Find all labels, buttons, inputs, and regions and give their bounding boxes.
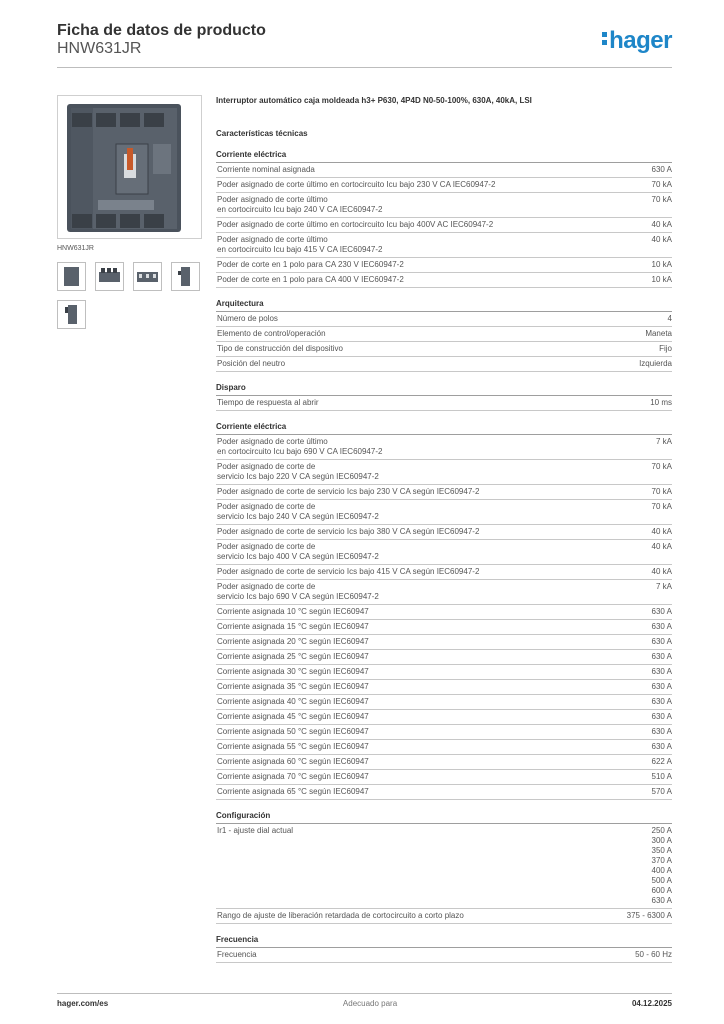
spec-value <box>648 437 672 457</box>
spec-value-line: Fijo <box>659 344 672 353</box>
spec-label <box>217 437 648 457</box>
spec-label <box>217 502 644 522</box>
spec-value <box>644 527 672 537</box>
spec-label-line: Corriente asignada 15 °C según IEC60947 <box>217 622 369 631</box>
spec-label-line: Poder asignado de corte último en cortocircuito Icu bajo 400V AC IEC60947-2 <box>217 220 494 229</box>
spec-label-line: Poder asignado de corte de <box>217 502 316 511</box>
footer-date: 04.12.2025 <box>631 999 672 1008</box>
spec-label-line: Poder asignado de corte de servicio Ics bajo 230 V CA según IEC60947-2 <box>217 487 480 496</box>
spec-label-line: Corriente asignada 50 °C según IEC60947 <box>217 727 369 736</box>
spec-value <box>644 567 672 577</box>
spec-value-line: 50 - 60 Hz <box>635 950 672 959</box>
spec-row <box>216 725 672 740</box>
spec-row <box>216 178 672 193</box>
spec-value <box>644 757 672 767</box>
spec-group <box>216 150 672 288</box>
image-caption: HNW631JR <box>57 245 94 252</box>
footer-website[interactable]: hager.com/es <box>57 999 109 1008</box>
spec-value-line: 40 kA <box>651 235 672 244</box>
spec-row <box>216 500 672 525</box>
spec-label <box>217 235 644 255</box>
spec-value-line: 630 A <box>651 742 672 751</box>
spec-value-line: 630 A <box>651 697 672 706</box>
spec-label-line: Poder asignado de corte último en cortocircuito Icu bajo 230 V CA IEC60947-2 <box>217 180 496 189</box>
spec-value-line: 375 - 6300 A <box>626 911 672 920</box>
spec-label-line: Corriente asignada 10 °C según IEC60947 <box>217 607 369 616</box>
spec-label <box>217 359 631 369</box>
spec-label-line: servicio Ics bajo 690 V CA según IEC60947-2 <box>217 592 379 601</box>
spec-value <box>644 235 672 255</box>
spec-label-line: Poder asignado de corte último <box>217 195 328 204</box>
spec-value <box>644 502 672 522</box>
spec-value <box>631 359 672 369</box>
group-title: Corriente eléctrica <box>216 150 672 163</box>
spec-value-line: 630 A <box>651 682 672 691</box>
spec-label <box>217 727 644 737</box>
spec-label <box>217 165 644 175</box>
spec-value-line: 7 kA <box>655 582 672 591</box>
spec-row <box>216 218 672 233</box>
hager-logo <box>602 28 672 54</box>
spec-row <box>216 650 672 665</box>
spec-value-line: 70 kA <box>651 487 672 496</box>
spec-value <box>644 727 672 737</box>
group-title: Disparo <box>216 383 672 396</box>
spec-value-line: 630 A <box>651 607 672 616</box>
spec-label <box>217 527 644 537</box>
spec-label <box>217 667 644 677</box>
spec-value <box>644 607 672 617</box>
spec-value <box>644 826 672 906</box>
spec-groups <box>216 150 672 963</box>
spec-value <box>644 195 672 215</box>
spec-label-line: Corriente asignada 70 °C según IEC60947 <box>217 772 369 781</box>
spec-row <box>216 540 672 565</box>
spec-label-line: en cortocircuito Icu bajo 690 V CA IEC60947-2 <box>217 447 383 456</box>
spec-value <box>644 652 672 662</box>
spec-label-line: Corriente asignada 25 °C según IEC60947 <box>217 652 369 661</box>
spec-value <box>644 260 672 270</box>
spec-row <box>216 357 672 372</box>
spec-row <box>216 620 672 635</box>
spec-label <box>217 911 619 921</box>
spec-value-line: 70 kA <box>651 502 672 511</box>
spec-value-line: 350 A <box>651 846 672 855</box>
spec-label <box>217 772 644 782</box>
spec-value <box>644 165 672 175</box>
spec-label-line: Corriente asignada 65 °C según IEC60947 <box>217 787 369 796</box>
spec-label-line: Poder de corte en 1 polo para CA 400 V IEC60947-2 <box>217 275 404 284</box>
spec-label-line: Poder asignado de corte de servicio Ics bajo 415 V CA según IEC60947-2 <box>217 567 480 576</box>
spec-label-line: Corriente asignada 45 °C según IEC60947 <box>217 712 369 721</box>
spec-row <box>216 755 672 770</box>
spec-row <box>216 342 672 357</box>
spec-value <box>644 712 672 722</box>
product-images <box>57 95 202 329</box>
spec-label <box>217 607 644 617</box>
spec-value-line: 4 <box>667 314 672 323</box>
spec-value-line: 570 A <box>651 787 672 796</box>
spec-label-line: Corriente asignada 35 °C según IEC60947 <box>217 682 369 691</box>
spec-row <box>216 948 672 963</box>
spec-label <box>217 682 644 692</box>
spec-row <box>216 327 672 342</box>
spec-row <box>216 396 672 411</box>
spec-value-line: 7 kA <box>655 437 672 446</box>
spec-group <box>216 422 672 800</box>
spec-value-line: 630 A <box>651 667 672 676</box>
spec-value-line: 630 A <box>651 652 672 661</box>
spec-row <box>216 273 672 288</box>
spec-row <box>216 435 672 460</box>
spec-value-line: 70 kA <box>651 180 672 189</box>
spec-value-line: 300 A <box>651 836 672 845</box>
spec-value <box>644 220 672 230</box>
group-title: Corriente eléctrica <box>216 422 672 435</box>
spec-value-line: 600 A <box>651 886 672 895</box>
spec-value <box>642 398 672 408</box>
spec-label-line: Corriente asignada 20 °C según IEC60947 <box>217 637 369 646</box>
spec-row <box>216 460 672 485</box>
spec-value <box>619 911 672 921</box>
spec-value <box>644 622 672 632</box>
spec-label <box>217 329 637 339</box>
spec-label <box>217 344 651 354</box>
spec-value <box>644 462 672 482</box>
spec-row <box>216 740 672 755</box>
spec-label <box>217 787 644 797</box>
spec-value <box>660 314 672 324</box>
spec-row <box>216 163 672 178</box>
spec-label <box>217 742 644 752</box>
spec-label <box>217 398 642 408</box>
spec-row <box>216 233 672 258</box>
spec-label <box>217 314 660 324</box>
spec-label-line: Número de polos <box>217 314 278 323</box>
spec-label-line: Poder asignado de corte de servicio Ics bajo 380 V CA según IEC60947-2 <box>217 527 480 536</box>
spec-label <box>217 180 644 190</box>
spec-value <box>644 487 672 497</box>
spec-value-line: 10 kA <box>651 260 672 269</box>
spec-row <box>216 193 672 218</box>
spec-label <box>217 712 644 722</box>
thumbnail-side[interactable] <box>171 262 200 291</box>
spec-row <box>216 635 672 650</box>
spec-value-line: 630 A <box>651 712 672 721</box>
spec-value-line: 630 A <box>651 622 672 631</box>
spec-row <box>216 525 672 540</box>
spec-value <box>644 275 672 285</box>
spec-label-line: Corriente asignada 60 °C según IEC60947 <box>217 757 369 766</box>
spec-label <box>217 826 644 906</box>
product-code: HNW631JR <box>57 40 142 57</box>
spec-label-line: en cortocircuito Icu bajo 240 V CA IEC60947-2 <box>217 205 383 214</box>
spec-value-line: 40 kA <box>651 527 672 536</box>
spec-value <box>644 742 672 752</box>
spec-label-line: Posición del neutro <box>217 359 286 368</box>
spec-value <box>627 950 672 960</box>
spec-value-line: 370 A <box>651 856 672 865</box>
spec-value <box>644 697 672 707</box>
spec-label <box>217 195 644 215</box>
spec-group <box>216 935 672 963</box>
spec-label-line: servicio Ics bajo 400 V CA según IEC60947-2 <box>217 552 379 561</box>
spec-value <box>644 772 672 782</box>
spec-label-line: Corriente asignada 55 °C según IEC60947 <box>217 742 369 751</box>
page-header <box>57 22 672 68</box>
spec-value <box>637 329 672 339</box>
spec-row <box>216 665 672 680</box>
spec-value <box>644 637 672 647</box>
spec-value-line: 400 A <box>651 866 672 875</box>
thumbnail-side-2[interactable] <box>57 300 86 329</box>
spec-value-line: Maneta <box>645 329 672 338</box>
footer-note: Adecuado para <box>342 999 398 1008</box>
spec-group <box>216 383 672 411</box>
spec-value <box>644 542 672 562</box>
spec-label-line: Poder asignado de corte de <box>217 542 316 551</box>
spec-value-line: 10 kA <box>651 275 672 284</box>
spec-label <box>217 487 644 497</box>
spec-label <box>217 622 644 632</box>
spec-label <box>217 950 627 960</box>
spec-label <box>217 462 644 482</box>
spec-row <box>216 485 672 500</box>
spec-label-line: Rango de ajuste de liberación retardada de cortocircuito a corto plazo <box>217 911 464 920</box>
logo-dots-icon <box>602 29 608 48</box>
spec-value-line: 510 A <box>651 772 672 781</box>
spec-label <box>217 697 644 707</box>
spec-label-line: en cortocircuito Icu bajo 415 V CA IEC60947-2 <box>217 245 383 254</box>
product-description: Interruptor automático caja moldeada h3+ P630, 4P4D N0-50-100%, 630A, 40kA, LSI <box>216 96 532 105</box>
spec-row <box>216 605 672 620</box>
spec-row <box>216 824 672 909</box>
spec-label-line: Poder asignado de corte último <box>217 235 328 244</box>
spec-row <box>216 565 672 580</box>
product-image <box>57 95 202 239</box>
spec-value <box>644 682 672 692</box>
thumbnail-list <box>57 262 207 329</box>
logo-text: hager <box>609 27 672 54</box>
spec-value-line: 622 A <box>651 757 672 766</box>
spec-label <box>217 542 644 562</box>
spec-label-line: Corriente asignada 30 °C según IEC60947 <box>217 667 369 676</box>
page-title: Ficha de datos de producto <box>57 22 266 39</box>
group-title: Configuración <box>216 811 672 824</box>
spec-label-line: Corriente asignada 40 °C según IEC60947 <box>217 697 369 706</box>
spec-label-line: Poder asignado de corte último <box>217 437 328 446</box>
spec-value-line: 250 A <box>651 826 672 835</box>
spec-group <box>216 299 672 372</box>
spec-row <box>216 680 672 695</box>
spec-row <box>216 258 672 273</box>
spec-label-line: servicio Ics bajo 240 V CA según IEC60947-2 <box>217 512 379 521</box>
spec-value-line: 70 kA <box>651 195 672 204</box>
spec-label-line: Elemento de control/operación <box>217 329 326 338</box>
spec-row <box>216 580 672 605</box>
spec-value <box>644 667 672 677</box>
spec-value <box>651 344 672 354</box>
spec-value-line: 40 kA <box>651 220 672 229</box>
spec-label <box>217 275 644 285</box>
spec-value-line: 10 ms <box>650 398 672 407</box>
spec-row <box>216 909 672 924</box>
spec-label-line: Frecuencia <box>217 950 257 959</box>
spec-label <box>217 567 644 577</box>
thumbnail-bottom[interactable] <box>133 262 162 291</box>
spec-value-line: 630 A <box>651 727 672 736</box>
spec-label <box>217 260 644 270</box>
spec-row <box>216 710 672 725</box>
group-title: Arquitectura <box>216 299 672 312</box>
spec-value-line: Izquierda <box>639 359 672 368</box>
spec-label-line: Poder de corte en 1 polo para CA 230 V IEC60947-2 <box>217 260 404 269</box>
product-content <box>216 96 672 963</box>
spec-value <box>644 180 672 190</box>
spec-label-line: Poder asignado de corte de <box>217 462 316 471</box>
spec-row <box>216 785 672 800</box>
spec-group <box>216 811 672 924</box>
spec-label <box>217 582 648 602</box>
spec-label <box>217 757 644 767</box>
spec-value-line: 630 A <box>651 896 672 905</box>
thumbnail-front[interactable] <box>57 262 86 291</box>
spec-value-line: 630 A <box>651 165 672 174</box>
spec-label-line: servicio Ics bajo 220 V CA según IEC60947-2 <box>217 472 379 481</box>
spec-row <box>216 312 672 327</box>
spec-value-line: 70 kA <box>651 462 672 471</box>
spec-row <box>216 695 672 710</box>
section-title: Características técnicas <box>216 129 308 138</box>
spec-value-line: 40 kA <box>651 542 672 551</box>
spec-label-line: Corriente nominal asignada <box>217 165 315 174</box>
spec-value-line: 630 A <box>651 637 672 646</box>
spec-label-line: Ir1 - ajuste dial actual <box>217 826 294 835</box>
spec-value <box>644 787 672 797</box>
spec-label <box>217 652 644 662</box>
page-footer <box>57 993 672 1008</box>
spec-label-line: Tiempo de respuesta al abrir <box>217 398 319 407</box>
spec-label-line: Tipo de construcción del dispositivo <box>217 344 343 353</box>
spec-label <box>217 637 644 647</box>
spec-value-line: 40 kA <box>651 567 672 576</box>
spec-label-line: Poder asignado de corte de <box>217 582 316 591</box>
group-title: Frecuencia <box>216 935 672 948</box>
spec-label <box>217 220 644 230</box>
spec-value <box>648 582 672 602</box>
thumbnail-top[interactable] <box>95 262 124 291</box>
spec-row <box>216 770 672 785</box>
spec-value-line: 500 A <box>651 876 672 885</box>
